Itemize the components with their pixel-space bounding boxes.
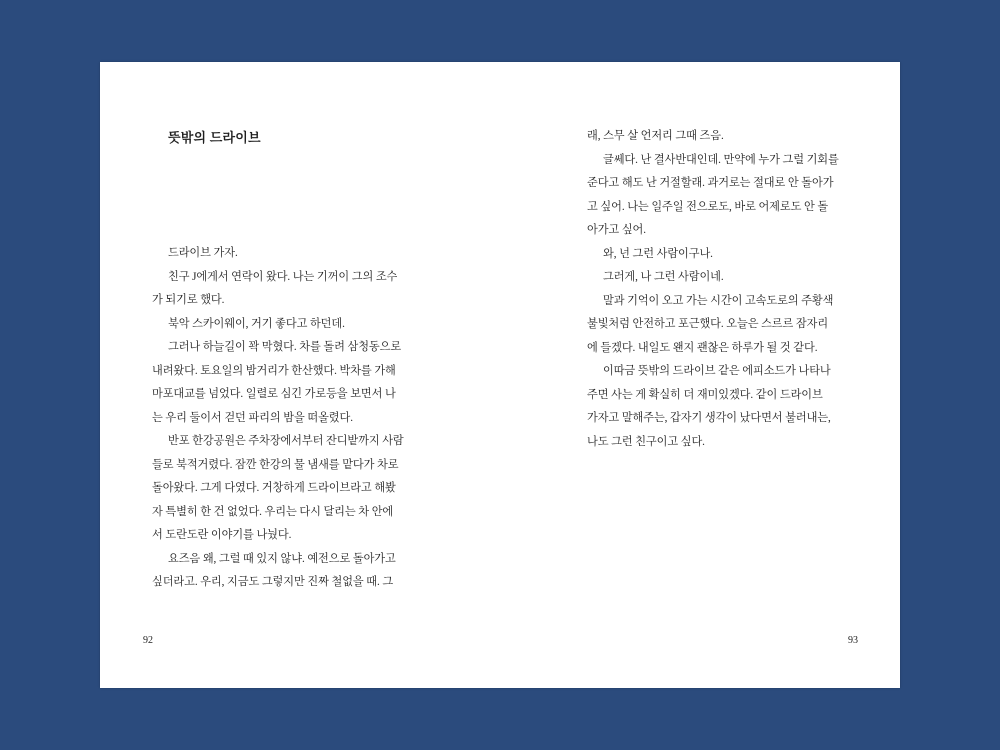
text-line: 는 우리 둘이서 걷던 파리의 밤을 떠올렸다.	[152, 411, 353, 424]
text-line: 북악 스카이웨이, 거기 좋다고 하던데.	[168, 317, 345, 330]
paragraph	[587, 266, 849, 290]
left-page-body-text	[152, 242, 414, 595]
text-line: 들로 북적거렸다. 잠깐 한강의 물 냄새를 맡다가 차로	[152, 458, 399, 471]
text-line: 친구 J에게서 연락이 왔다. 나는 기꺼이 그의 조수	[168, 270, 398, 283]
text-line: 불빛처럼 안전하고 포근했다. 오늘은 스르르 잠자리	[587, 318, 829, 330]
left-page-number: 92	[143, 635, 153, 646]
left-page	[100, 62, 500, 688]
right-page	[500, 62, 900, 688]
chapter-title: 뜻밖의 드라이브	[168, 130, 261, 145]
text-line: 고 싶어. 나는 일주일 전으로도, 바로 어제로도 안 돌	[587, 200, 829, 213]
right-page-body-text	[587, 125, 849, 454]
text-line: 내려왔다. 토요일의 밤거리가 한산했다. 박차를 가해	[152, 364, 396, 377]
text-line: 말과 기억이 오고 가는 시간이 고속도로의 주황색	[603, 294, 834, 307]
paragraph	[152, 548, 414, 595]
text-line: 준다고 해도 난 거절할래. 과거로는 절대로 안 돌아가	[587, 177, 834, 189]
paragraph	[152, 430, 414, 548]
text-line: 마포대교를 넘었다. 일렬로 심긴 가로등을 보면서 나	[152, 388, 396, 400]
text-line: 가 되기로 했다.	[152, 294, 225, 306]
paragraph	[152, 336, 414, 430]
text-line: 서 도란도란 이야기를 나눴다.	[152, 529, 292, 541]
text-line: 요즈음 왜, 그럴 때 있지 않냐. 예전으로 돌아가고	[168, 552, 396, 565]
text-line: 에 들겠다. 내일도 왠지 괜찮은 하루가 될 것 같다.	[587, 341, 818, 354]
text-line: 반포 한강공원은 주차장에서부터 잔디밭까지 사람	[168, 435, 404, 447]
paragraph	[587, 290, 849, 361]
paragraph	[152, 313, 414, 337]
text-line: 그러게, 나 그런 사람이네.	[603, 271, 724, 283]
paragraph	[152, 266, 414, 313]
paragraph	[587, 243, 849, 267]
paragraph	[152, 242, 414, 266]
text-line: 자 특별히 한 건 없었다. 우리는 다시 달리는 차 안에	[152, 505, 394, 518]
text-line: 돌아왔다. 그게 다였다. 거창하게 드라이브라고 해봤	[152, 482, 396, 494]
paragraph	[587, 360, 849, 454]
text-line: 가자고 말해주는, 갑자기 생각이 났다면서 불러내는,	[587, 412, 831, 424]
text-line: 아가고 싶어.	[587, 224, 646, 236]
open-book-spread	[100, 62, 900, 688]
text-line: 주면 사는 게 확실히 더 재미있겠다. 같이 드라이브	[587, 388, 823, 401]
text-line: 드라이브 가자.	[168, 247, 238, 259]
text-line: 그러나 하늘길이 꽉 막혔다. 차를 돌려 삼청동으로	[168, 341, 402, 353]
text-line: 나도 그런 친구이고 싶다.	[587, 435, 705, 448]
paragraph	[587, 149, 849, 243]
text-line: 글쎄다. 난 결사반대인데. 만약에 누가 그럴 기회를	[603, 153, 839, 166]
paragraph	[587, 125, 849, 149]
text-line: 와, 넌 그런 사람이구나.	[603, 247, 713, 260]
text-line: 이따금 뜻밖의 드라이브 같은 에피소드가 나타나	[603, 365, 831, 377]
text-line: 싶더라고. 우리, 지금도 그렇지만 진짜 철없을 때. 그	[152, 576, 394, 588]
text-line: 래, 스무 살 언저리 그때 즈음.	[587, 130, 724, 142]
right-page-number: 93	[848, 635, 858, 646]
